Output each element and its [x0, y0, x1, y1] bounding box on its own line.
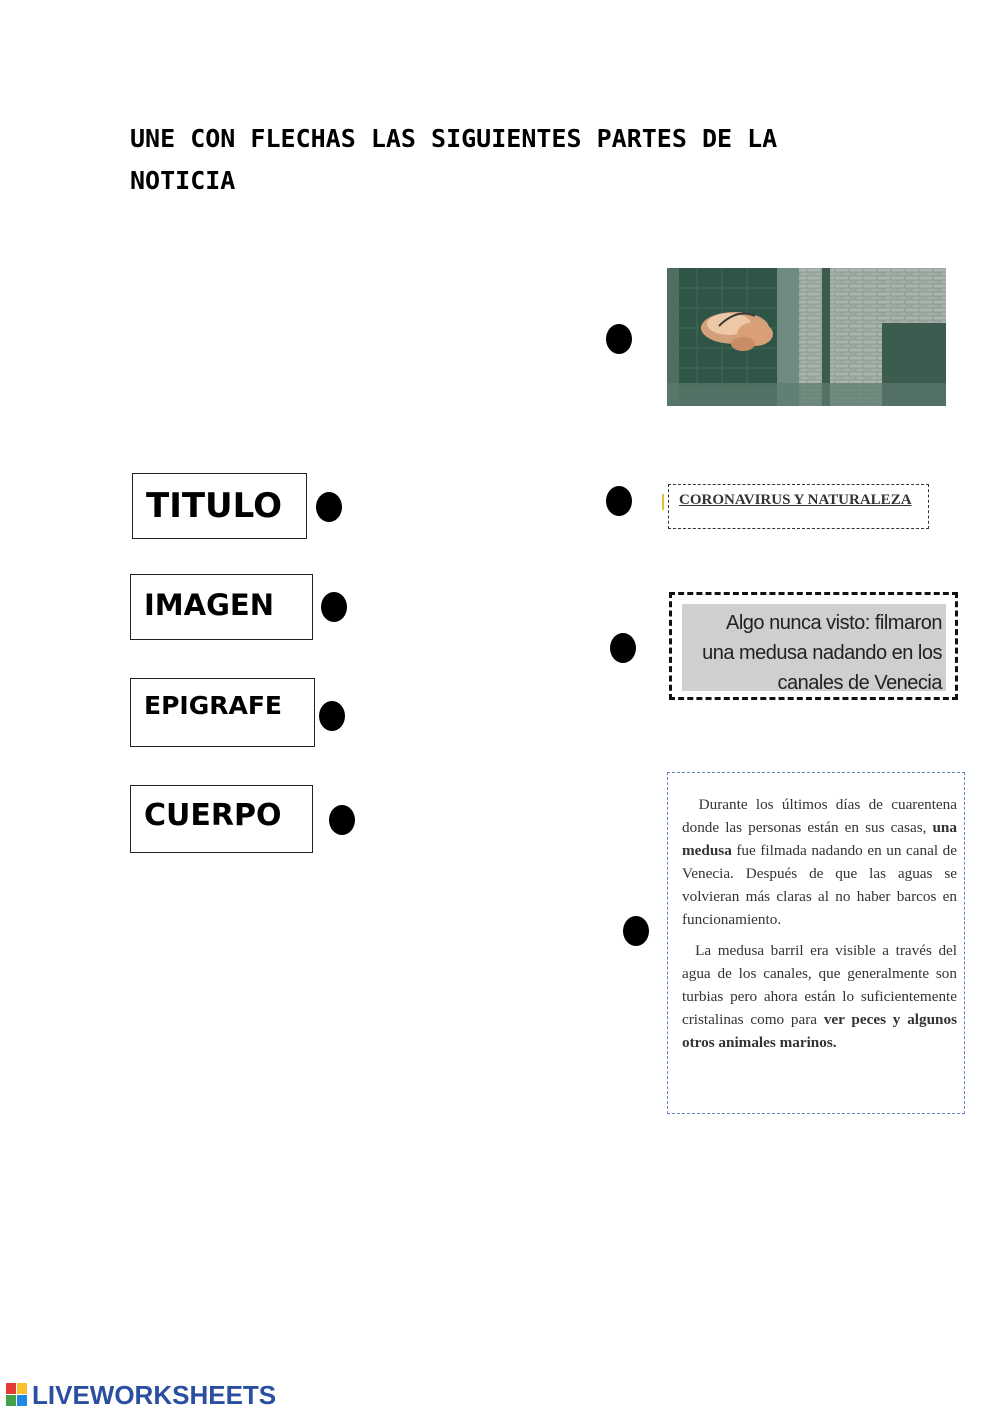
right-dot-image[interactable] — [606, 324, 632, 354]
headline-marker — [662, 494, 664, 510]
label-imagen — [130, 574, 313, 640]
body-paragraph-1 — [682, 793, 957, 931]
left-dot-imagen[interactable] — [321, 592, 347, 622]
liveworksheets-logo — [6, 1380, 276, 1410]
label-imagen-text: IMAGEN — [144, 588, 274, 622]
label-titulo-text: TITULO — [146, 486, 282, 526]
right-dot-headline[interactable] — [606, 486, 632, 516]
instruction-heading: UNE CON FLECHAS LAS SIGUIENTES PARTES DE LA NOTICIA — [130, 124, 778, 195]
jellyfish-photo — [667, 268, 946, 406]
left-dot-titulo[interactable] — [316, 492, 342, 522]
left-dot-cuerpo[interactable] — [329, 805, 355, 835]
headline-box — [668, 484, 929, 529]
label-epigrafe — [130, 678, 315, 747]
body-p2-bold: ver peces y algunos otros animales marinos. — [682, 1011, 958, 1051]
body-box — [667, 772, 965, 1114]
jellyfish-photo-svg — [667, 268, 946, 406]
subtitle-box — [669, 592, 958, 700]
label-cuerpo-text: CUERPO — [144, 798, 282, 833]
logo-mark-icon — [6, 1383, 28, 1407]
right-dot-body[interactable] — [623, 916, 649, 946]
right-dot-subtitle[interactable] — [610, 633, 636, 663]
label-cuerpo — [130, 785, 313, 853]
logo-text: LIVEWORKSHEETS — [32, 1379, 277, 1410]
body-p1-bold: una medusa — [682, 819, 957, 859]
label-epigrafe-text: EPIGRAFE — [144, 691, 282, 720]
left-dot-epigrafe[interactable] — [319, 701, 345, 731]
subtitle-text: Algo nunca visto: filmaron una medusa nadando en los canales de Venecia — [682, 604, 946, 691]
body-paragraph-2 — [682, 939, 957, 1054]
body-p2-text-a: La medusa barril era visible a través del agua de los canales, que generalmente son turbias pero ahora están lo suficientemente cristalinas como para — [682, 942, 957, 1028]
body-p1-text-b: fue filmada nadando en un canal de Venecia. Después de que las aguas se volvieran más claras al no haber barcos en funcionamiento. — [682, 842, 957, 928]
label-titulo — [132, 473, 307, 539]
headline-text: CORONAVIRUS Y NATURALEZA — [679, 492, 912, 508]
body-p1-text-a: Durante los últimos días de cuarentena donde las personas están en sus casas, — [682, 796, 957, 836]
